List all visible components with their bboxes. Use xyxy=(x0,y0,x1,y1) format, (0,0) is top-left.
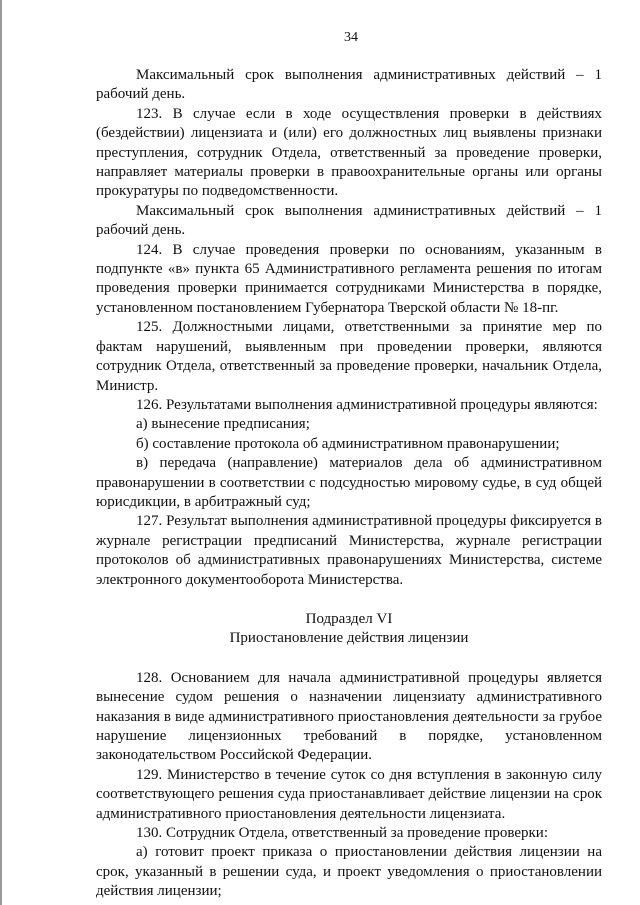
paragraph: Максимальный срок выполнения административных действий – 1 рабочий день. xyxy=(96,202,602,239)
paragraph: 128. Основанием для начала административной процедуры является вынесение судом решения о назначении лицензиату административного наказания в виде административного приостановления деятельности за грубое нарушение лицензионных требований в порядке, установленном законодательством Российской Федерации. xyxy=(96,669,602,764)
list-item: б) составление протокола об административном правонарушении; xyxy=(136,435,560,452)
paragraph: 130. Сотрудник Отдела, ответственный за проведение проверки: xyxy=(136,825,549,842)
paragraph: 126. Результатами выполнения административной процедуры являются: xyxy=(136,396,598,413)
list-item: а) готовит проект приказа о приостановлении действия лицензии на срок, указанный в решении суда, и проект уведомления о приостановлении действия лицензии; xyxy=(96,844,602,900)
section-number: Подраздел VI xyxy=(305,610,393,627)
section-heading xyxy=(96,610,602,649)
scan-edge xyxy=(0,0,2,905)
paragraph: 125. Должностными лицами, ответственными за принятие мер по фактам нарушений, выявленным при проведении проверки, являются сотрудник Отдела, ответственный за проведение проверки, начальник Отдела, Министр. xyxy=(96,319,602,394)
paragraph: 127. Результат выполнения административной процедуры фиксируется в журнале регистрации предписаний Министерства, журнале регистрации протоколов об административных правонарушениях Министерства, системе электронного документооборота Министерства. xyxy=(96,513,602,588)
page-number: 34 xyxy=(344,30,358,45)
paragraphs-bottom xyxy=(96,669,602,902)
paragraph: 129. Министерство в течение суток со дня вступления в законную силу соответствующего решения суда приостанавливает действие лицензии на срок административного приостановления деятельности лицензиата. xyxy=(96,766,602,822)
paragraph: 124. В случае проведения проверки по основаниям, указанным в подпункте «в» пункта 65 Административного регламента решения по итогам проведения проверки принимается сотрудниками Министерства в порядке, установленном постановлением Губернатора Тверской области № 18-пг. xyxy=(96,241,602,316)
paragraph: Максимальный срок выполнения административных действий – 1 рабочий день. xyxy=(96,67,602,103)
list-item: а) вынесение предписания; xyxy=(136,416,310,433)
paragraphs-top xyxy=(96,66,602,590)
section-title: Приостановление действия лицензии xyxy=(229,630,469,647)
paragraph: 123. В случае если в ходе осуществления проверки в действиях (бездействии) лицензиата и (или) его должностных лиц выявлены признаки преступления, сотрудник Отдела, ответственный за проведение проверки, направляет материалы проверки в правоохранительные органы или органы прокуратуры по подведомственности. xyxy=(96,105,602,200)
list-item: в) передача (направление) материалов дела об административном правонарушении в соответствии с подсудностью мировому судье, в суд общей юрисдикции, в арбитражный суд; xyxy=(96,455,602,510)
